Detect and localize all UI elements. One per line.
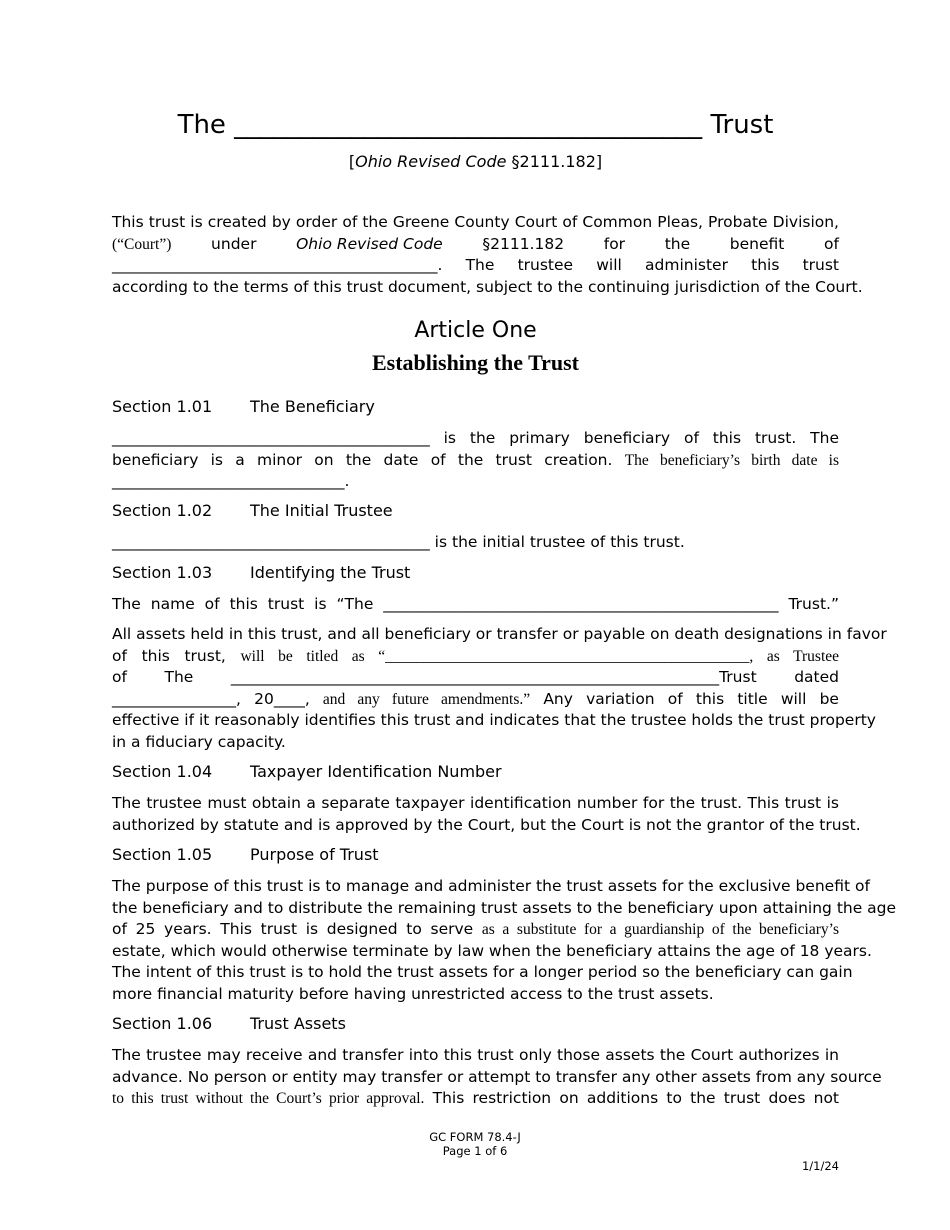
text: of 25 years. This trust is designed to serve	[112, 920, 474, 938]
paragraph-line	[112, 450, 839, 472]
section-number: Section 1.06	[112, 1014, 213, 1033]
section-title: Purpose of Trust	[250, 845, 379, 864]
section-title: The Initial Trustee	[250, 501, 393, 520]
article-subtitle: Establishing the Trust	[371, 350, 580, 375]
text: to this trust without the Court’s prior approval.	[112, 1090, 425, 1107]
code-section: §2111.182	[511, 152, 596, 171]
paragraph-line	[112, 689, 839, 711]
trust-title: The ____________________________________ Trust	[177, 110, 774, 140]
paragraph-line: more financial maturity before having unrestricted access to the trust assets.	[112, 984, 714, 1003]
text: will be titled as “_______________________________________________, as Trustee	[240, 647, 840, 665]
paragraph-line: of The _______________________________________________________________Trust dated	[112, 668, 839, 686]
text: Any variation of this title will be	[543, 689, 839, 708]
text: and any future amendments.”	[322, 690, 531, 708]
section-heading	[112, 563, 410, 582]
code-name: Ohio Revised Code	[296, 234, 443, 253]
section-heading	[112, 845, 379, 864]
section-number: Section 1.03	[112, 563, 213, 582]
section-paragraph	[112, 1045, 882, 1110]
section-title: Taxpayer Identification Number	[250, 762, 502, 781]
section-paragraph	[112, 428, 839, 493]
paragraph-line: the beneficiary and to distribute the remaining trust assets to the beneficiary upon attaining the age	[112, 898, 897, 917]
section-number: Section 1.04	[112, 762, 213, 781]
paragraph-line: _________________________________________ is the initial trustee of this trust.	[112, 533, 685, 551]
section-heading	[112, 1014, 346, 1033]
section-paragraph	[112, 532, 839, 554]
section-number: Section 1.01	[112, 397, 213, 416]
word: the	[664, 234, 691, 253]
intro-paragraph	[112, 212, 863, 298]
article-title: Article One	[414, 318, 537, 343]
page-number: Page 1 of 6	[442, 1144, 508, 1158]
section-number: Section 1.05	[112, 845, 213, 864]
section-paragraph	[112, 624, 887, 753]
paragraph-line	[112, 1088, 839, 1110]
section-paragraph	[112, 876, 897, 1005]
form-number: GC FORM 78.4-J	[429, 1130, 521, 1144]
section-title: Identifying the Trust	[250, 563, 411, 582]
intro-line: according to the terms of this trust document, subject to the continuing jurisdiction of the Court.	[112, 277, 863, 296]
revision-date: 1/1/24	[801, 1159, 839, 1173]
paragraph-line: advance. No person or entity may transfer or attempt to transfer any other assets from any source	[112, 1067, 882, 1086]
intro-line: This trust is created by order of the Greene County Court of Common Pleas, Probate Division,	[112, 213, 839, 231]
paragraph-line: estate, which would otherwise terminate by law when the beneficiary attains the age of 18 years.	[112, 941, 872, 960]
word: under	[211, 234, 257, 253]
paragraph-line: The purpose of this trust is to manage and administer the trust assets for the exclusive benefit of	[112, 877, 870, 895]
section-number: Section 1.02	[112, 501, 213, 520]
text: beneficiary is a minor on the date of the trust creation.	[112, 450, 613, 469]
paragraph-line: effective if it reasonably identifies this trust and indicates that the trustee holds the trust property	[112, 711, 876, 729]
paragraph-line	[112, 919, 839, 941]
section-heading	[112, 762, 502, 781]
text: This restriction on additions to the trust does not	[432, 1089, 839, 1107]
paragraph-line: The name of this trust is “The ___________________________________________________ Trust.”	[112, 595, 839, 613]
statute-reference: [Ohio Revised Code §2111.182]	[348, 152, 603, 171]
paragraph-line: ______________________________.	[112, 472, 350, 490]
section-heading	[112, 501, 393, 520]
intro-line	[112, 234, 839, 256]
section-heading	[112, 397, 375, 416]
word: §2111.182	[482, 234, 565, 253]
text: ________________, 20____,	[112, 689, 310, 708]
court-abbrev: (“Court”)	[112, 235, 172, 253]
section-paragraph	[112, 594, 839, 616]
text: The beneficiary’s birth date is	[624, 451, 840, 469]
paragraph-line: The trustee must obtain a separate taxpayer identification number for the trust. This trust is	[112, 794, 839, 812]
section-title: Trust Assets	[250, 1014, 346, 1033]
paragraph-line: authorized by statute and is approved by the Court, but the Court is not the grantor of the trust.	[112, 815, 861, 834]
section-title: The Beneficiary	[250, 397, 375, 416]
word: of	[824, 234, 839, 253]
text: of this trust,	[112, 646, 226, 665]
word: for	[603, 234, 626, 253]
paragraph-line: _________________________________________ is the primary beneficiary of this trust. The	[112, 429, 839, 447]
section-paragraph	[112, 793, 861, 836]
text: as a substitute for a guardianship of the beneficiary’s	[481, 921, 839, 938]
code-name: Ohio Revised Code	[355, 152, 507, 171]
paragraph-line	[112, 646, 839, 668]
paragraph-line: The trustee may receive and transfer into this trust only those assets the Court authorizes in	[112, 1046, 839, 1064]
intro-line: __________________________________________. The trustee will administer this trust	[112, 256, 839, 274]
paragraph-line: All assets held in this trust, and all beneficiary or transfer or payable on death designations in favor	[112, 625, 887, 643]
paragraph-line: in a fiduciary capacity.	[112, 732, 286, 751]
paragraph-line: The intent of this trust is to hold the trust assets for a longer period so the beneficiary can gain	[112, 963, 853, 981]
page-footer	[0, 1130, 950, 1158]
word: benefit	[729, 234, 785, 253]
